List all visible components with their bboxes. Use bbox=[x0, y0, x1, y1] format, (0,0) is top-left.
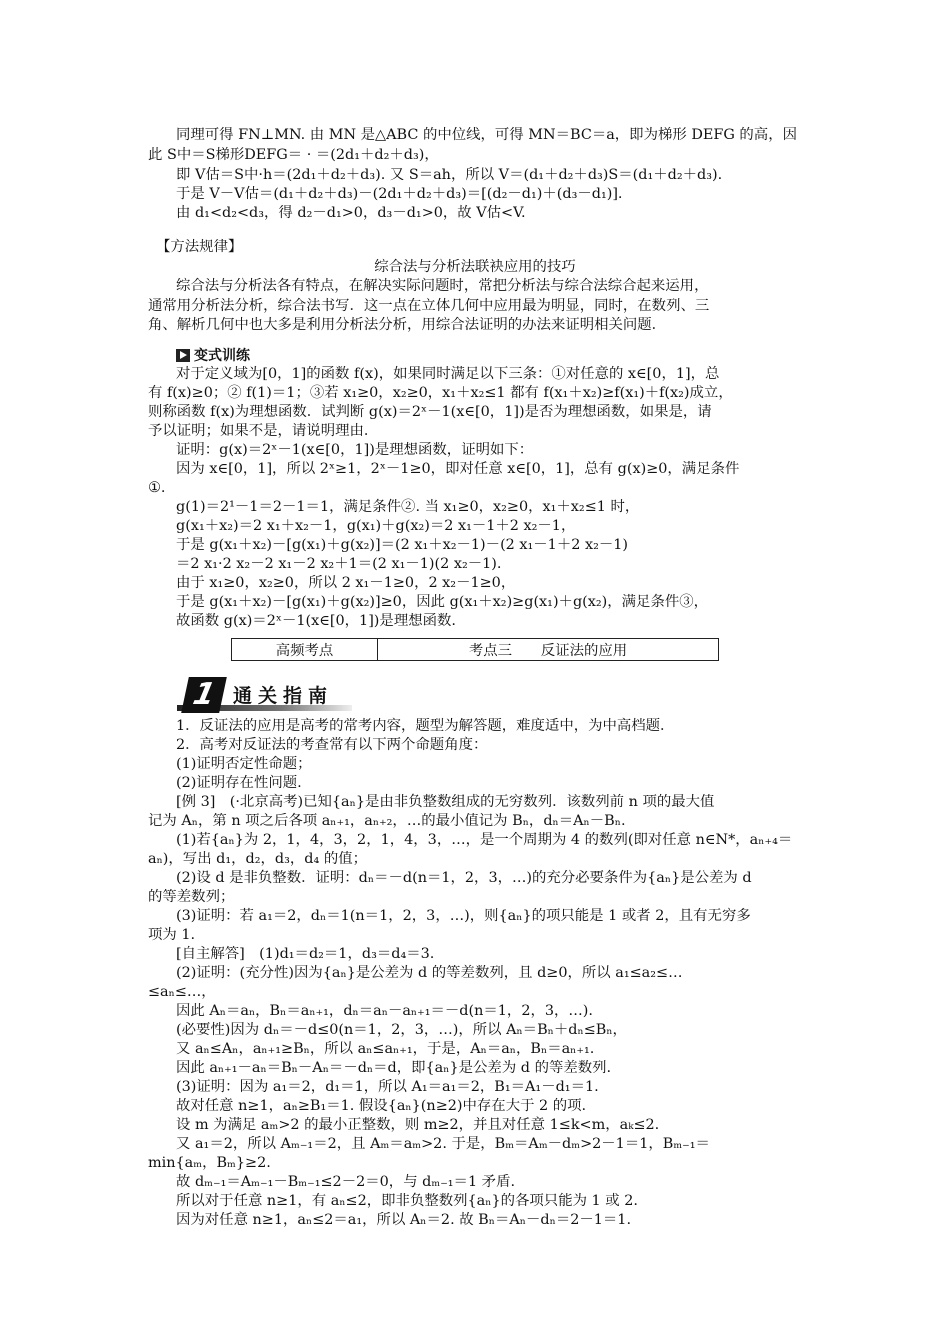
text-line: 因此 Aₙ＝aₙ，Bₙ＝aₙ₊₁，dₙ＝aₙ－aₙ₊₁＝－d(n＝1，2，3，…). bbox=[176, 1003, 593, 1019]
text-line: ＝2 x₁·2 x₂－2 x₁－2 x₂＋1＝(2 x₁－1)(2 x₂－1). bbox=[176, 556, 502, 572]
text-line: 又 a₁＝2，所以 Aₘ₋₁＝2，且 Aₘ＝aₘ>2. 于是，Bₘ＝Aₘ－dₘ>2－1＝1，Bₘ₋₁＝ bbox=[176, 1136, 710, 1152]
text-line: aₙ)，写出 d₁，d₂，d₃，d₄ 的值； bbox=[148, 851, 368, 867]
text-line: 即 V估＝S中·h＝(2d₁＋d₂＋d₃). 又 S＝ah，所以 V＝(d₁＋d₂＋d₃)S＝(d₁＋d₂＋d₃). bbox=[176, 167, 723, 183]
text-line: 又 aₙ≤Aₙ，aₙ₊₁≥Bₙ，所以 aₙ≤aₙ₊₁，于是，Aₙ＝aₙ，Bₙ＝aₙ₊₁. bbox=[176, 1041, 595, 1057]
text-line: (必要性)因为 dₙ＝－d≤0(n＝1，2，3，…)，所以 Aₙ＝Bₙ＋dₙ≤Bₙ， bbox=[176, 1022, 627, 1038]
text-line: (3)证明：因为 a₁＝2，d₁＝1，所以 A₁＝a₁＝2，B₁＝A₁－d₁＝1. bbox=[176, 1079, 599, 1095]
text-line: 故 dₘ₋₁＝Aₘ₋₁－Bₘ₋₁≤2－2＝0，与 dₘ₋₁＝1 矛盾. bbox=[176, 1174, 516, 1190]
banner-number: 1 bbox=[181, 677, 227, 713]
method-title: 综合法与分析法联袂应用的技巧 bbox=[374, 259, 576, 275]
play-icon bbox=[176, 349, 190, 362]
variant-training-label: 变式训练 bbox=[176, 345, 250, 365]
text-line: (2)设 d 是非负整数．证明：dₙ＝－d(n＝1，2，3，…)的充分必要条件为{aₙ}是公差为 d bbox=[176, 870, 752, 886]
text-line: ①. bbox=[148, 480, 166, 496]
text-line: 由 d₁<d₂<d₃，得 d₂－d₁>0，d₃－d₁>0，故 V估<V. bbox=[176, 205, 526, 221]
text-line: 同理可得 FN⊥MN. 由 MN 是△ABC 的中位线，可得 MN＝BC＝a，即为梯形 DEFG 的高，因 bbox=[176, 127, 797, 143]
text-line: g(1)＝2¹－1＝2－1＝1，满足条件②. 当 x₁≥0，x₂≥0，x₁＋x₂≤1 时， bbox=[176, 499, 640, 515]
text-line: 因此 aₙ₊₁－aₙ＝Bₙ－Aₙ＝－dₙ＝d，即{aₙ}是公差为 d 的等差数列. bbox=[176, 1060, 612, 1076]
text-line: (3)证明：若 a₁＝2，dₙ＝1(n＝1，2，3，…)，则{aₙ}的项只能是 1 或者 2，且有无穷多 bbox=[176, 908, 751, 924]
text-line: 的等差数列； bbox=[148, 889, 235, 905]
text-line: 予以证明；如果不是，请说明理由． bbox=[148, 423, 379, 439]
text-line: 此 S中＝S梯形DEFG＝ · ＝(2d₁＋d₂＋d₃)， bbox=[148, 147, 439, 163]
text-line: [例 3] (·北京高考)已知{aₙ}是由非负整数组成的无穷数列．该数列前 n 项的最大值 bbox=[176, 794, 715, 810]
guide-banner bbox=[177, 677, 362, 713]
text-line: 证明：g(x)＝2ˣ－1(x∈[0，1])是理想函数，证明如下： bbox=[176, 442, 534, 458]
text-line: 于是 g(x₁＋x₂)－[g(x₁)＋g(x₂)]≥0，因此 g(x₁＋x₂)≥g(x₁)＋g(x₂)，满足条件③， bbox=[176, 594, 709, 610]
text-line: [自主解答] (1)d₁＝d₂＝1，d₃＝d₄＝3. bbox=[176, 946, 435, 962]
text-line: 则称函数 f(x)为理想函数．试判断 g(x)＝2ˣ－1(x∈[0，1])是否为理想函数，如果是，请 bbox=[148, 404, 712, 420]
text-line: 1．反证法的应用是高考的常考内容，题型为解答题，难度适中，为中高档题． bbox=[176, 718, 675, 734]
text-line: (2)证明存在性问题. bbox=[176, 775, 302, 791]
method-paragraph: 综合法与分析法各有特点，在解决实际问题时，常把分析法与综合法综合起来运用， bbox=[176, 278, 709, 294]
text-line: (1)证明否定性命题； bbox=[176, 756, 312, 772]
text-line: min{aₘ，Bₘ}≥2. bbox=[148, 1155, 271, 1171]
topic-title: 考点三 反证法的应用 bbox=[378, 639, 719, 661]
text-line: 所以对于任意 n≥1，有 aₙ≤2，即非负整数列{aₙ}的各项只能为 1 或 2. bbox=[176, 1193, 638, 1209]
method-paragraph: 通常用分析法分析，综合法书写．这一点在立体几何中应用最为明显，同时，在数列、三 bbox=[148, 298, 710, 314]
text-line: ≤aₙ≤…， bbox=[148, 984, 216, 1000]
text-line: (2)证明：(充分性)因为{aₙ}是公差为 d 的等差数列，且 d≥0，所以 a₁≤a₂≤… bbox=[176, 965, 683, 981]
text-line: 项为 1. bbox=[148, 927, 196, 943]
topic-table bbox=[231, 638, 719, 661]
text-line: 有 f(x)≥0；② f(1)＝1；③若 x₁≥0，x₂≥0，x₁＋x₂≤1 都有 f(x₁＋x₂)≥f(x₁)＋f(x₂)成立， bbox=[148, 385, 733, 401]
text-line: 2．高考对反证法的考查常有以下两个命题角度： bbox=[176, 737, 488, 753]
text-line: 故函数 g(x)＝2ˣ－1(x∈[0，1])是理想函数. bbox=[176, 613, 456, 629]
text-line: 于是 V－V估＝(d₁＋d₂＋d₃)－(2d₁＋d₂＋d₃)＝[(d₂－d₁)＋(d₃－d₁)]. bbox=[176, 186, 623, 202]
banner-title: 通关指南 bbox=[233, 685, 334, 707]
topic-category: 高频考点 bbox=[232, 639, 378, 661]
text-line: 于是 g(x₁＋x₂)－[g(x₁)＋g(x₂)]＝(2 x₁＋x₂－1)－(2 x₁－1＋2 x₂－1) bbox=[176, 537, 629, 553]
text-line: 对于定义域为[0，1]的函数 f(x)，如果同时满足以下三条：①对任意的 x∈[0，1]，总 bbox=[176, 366, 720, 382]
text-line: 设 m 为满足 aₘ>2 的最小正整数，则 m≥2，并且对任意 1≤k<m，aₖ≤2. bbox=[176, 1117, 660, 1133]
text-line: g(x₁＋x₂)＝2 x₁＋x₂－1，g(x₁)＋g(x₂)＝2 x₁－1＋2 x₂－1， bbox=[176, 518, 576, 534]
text-line: 因为 x∈[0，1]，所以 2ˣ≥1，2ˣ－1≥0，即对任意 x∈[0，1]，总有 g(x)≥0，满足条件 bbox=[176, 461, 740, 477]
text-line: (1)若{aₙ}为 2，1，4，3，2，1，4，3，…，是一个周期为 4 的数列(即对任意 n∈N*，aₙ₊₄＝ bbox=[176, 832, 793, 848]
text-line: 因为对任意 n≥1，aₙ≤2＝a₁，所以 Aₙ＝2. 故 Bₙ＝Aₙ－dₙ＝2－1＝1. bbox=[176, 1212, 632, 1228]
method-paragraph: 角、解析几何中也大多是利用分析法分析，用综合法证明的办法来证明相关问题． bbox=[148, 317, 667, 333]
text-line: 由于 x₁≥0，x₂≥0，所以 2 x₁－1≥0，2 x₂－1≥0， bbox=[176, 575, 516, 591]
text-line: 故对任意 n≥1，aₙ≥B₁＝1. 假设{aₙ}(n≥2)中存在大于 2 的项. bbox=[176, 1098, 587, 1114]
text-line: 记为 Aₙ，第 n 项之后各项 aₙ₊₁，aₙ₊₂，…的最小值记为 Bₙ，dₙ＝Aₙ－Bₙ. bbox=[148, 813, 626, 829]
method-header: 【方法规律】 bbox=[156, 239, 243, 255]
